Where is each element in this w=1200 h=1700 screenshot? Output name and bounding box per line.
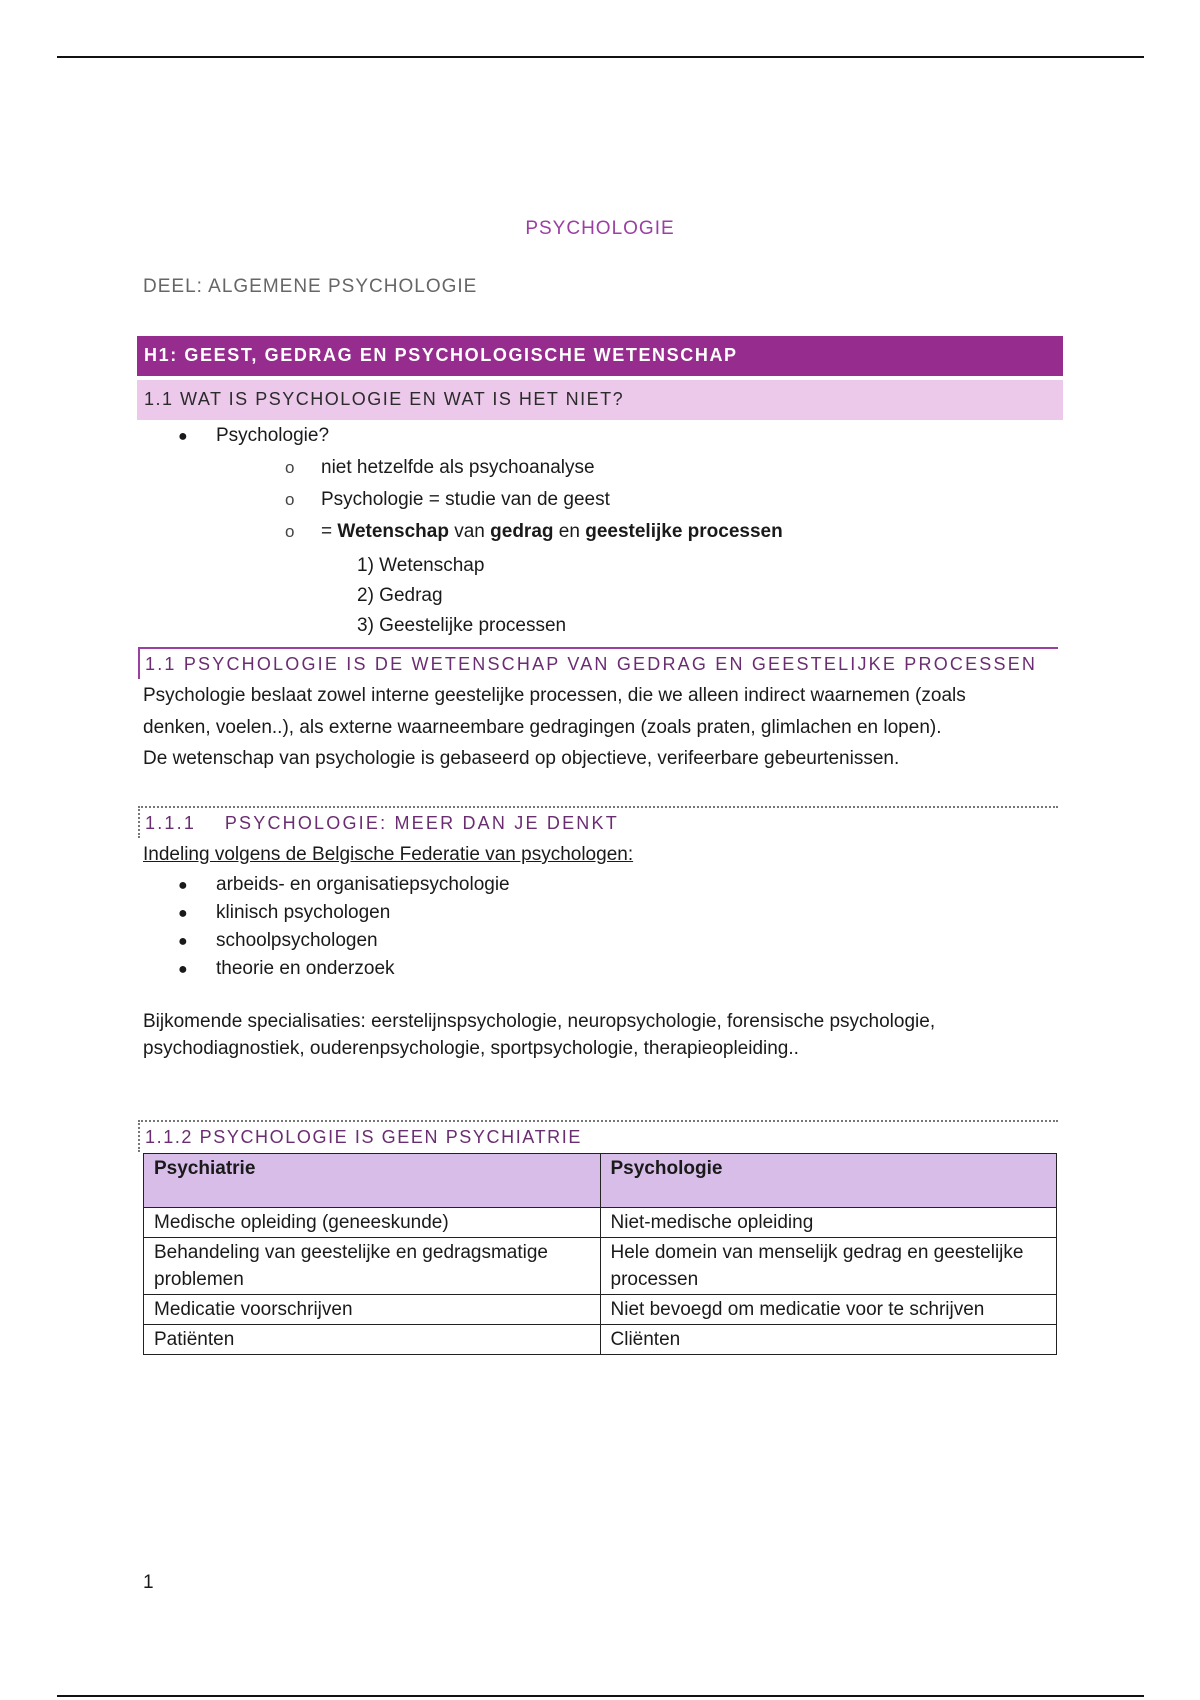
column-header: Psychologie <box>600 1154 1057 1208</box>
column-header: Psychiatrie <box>144 1154 601 1208</box>
section-heading-1-1-2: 1.1.2 PSYCHOLOGIE IS GEEN PSYCHIATRIE <box>138 1120 1058 1152</box>
table-cell: Behandeling van geestelijke en gedragsmatige problemen <box>144 1238 601 1295</box>
list-item <box>178 927 510 955</box>
table-cell: Cliënten <box>600 1325 1057 1355</box>
table-cell: Medicatie voorschrijven <box>144 1295 601 1325</box>
list-item <box>178 955 510 983</box>
connector-text: van <box>448 521 491 542</box>
list-item-text: arbeids- en organisatiepsychologie <box>216 874 510 895</box>
table-row <box>144 1325 1057 1355</box>
paragraph-line: Psychologie beslaat zowel interne geestelijke processen, die we alleen indirect waarnemen (zoals <box>143 685 966 706</box>
table-row <box>144 1295 1057 1325</box>
footer-rule <box>57 1695 1144 1697</box>
paragraph-line: denken, voelen..), als externe waarneembare gedragingen (zoals praten, glimlachen en lopen). <box>143 717 942 738</box>
bullet-icon: ● <box>178 428 188 445</box>
list-item-text: Psychologie? <box>216 425 330 446</box>
term-gedrag: gedrag <box>490 521 554 542</box>
list-item <box>178 425 329 447</box>
paragraph-line: Bijkomende specialisaties: eerstelijnspsychologie, neuropsychologie, forensische psychologie, <box>143 1011 936 1032</box>
term-geestelijke-processen: geestelijke processen <box>585 521 783 542</box>
bullet-icon: ● <box>178 877 188 894</box>
section-heading-intro: 1.1 WAT IS PSYCHOLOGIE EN WAT IS HET NIET? <box>137 380 1063 420</box>
circle-bullet-icon: o <box>285 458 295 477</box>
list-item <box>178 871 510 899</box>
document-title: PSYCHOLOGIE <box>525 218 675 239</box>
bullet-icon: ● <box>178 905 188 922</box>
paragraph-line: psychodiagnostiek, ouderenpsychologie, sportpsychologie, therapieopleiding.. <box>143 1038 799 1059</box>
table-cell: Patiënten <box>144 1325 601 1355</box>
bullet-icon: ● <box>178 933 188 950</box>
sub-list-item-text: niet hetzelfde als psychoanalyse <box>321 457 595 478</box>
connector-text: en <box>553 521 586 542</box>
table-cell: Niet bevoegd om medicatie voor te schrijven <box>600 1295 1057 1325</box>
chapter-heading: H1: GEEST, GEDRAG EN PSYCHOLOGISCHE WETENSCHAP <box>137 336 1063 376</box>
definition-prefix: = <box>321 521 338 542</box>
list-item-text: klinisch psychologen <box>216 902 391 923</box>
numbered-item: 3) Geestelijke processen <box>357 615 567 636</box>
table-cell: Niet-medische opleiding <box>600 1208 1057 1238</box>
page-number: 1 <box>143 1572 154 1593</box>
circle-bullet-icon: o <box>285 522 295 541</box>
part-label: DEEL: ALGEMENE PSYCHOLOGIE <box>143 276 478 297</box>
sub-list-item <box>285 521 783 543</box>
numbered-item: 1) Wetenschap <box>357 555 485 576</box>
paragraph-line: De wetenschap van psychologie is gebaseerd op objectieve, verifeerbare gebeurtenissen. <box>143 748 900 769</box>
specialization-list <box>178 871 510 983</box>
sub-list-item <box>285 457 595 479</box>
table-header-row <box>144 1154 1057 1208</box>
table-row <box>144 1238 1057 1295</box>
section-heading-1-1: 1.1 PSYCHOLOGIE IS DE WETENSCHAP VAN GEDRAG EN GEESTELIJKE PROCESSEN <box>138 647 1058 679</box>
subheading-underlined: Indeling volgens de Belgische Federatie van psychologen: <box>143 844 634 865</box>
circle-bullet-icon: o <box>285 490 295 509</box>
numbered-item: 2) Gedrag <box>357 585 443 606</box>
list-item <box>178 899 510 927</box>
sub-list-item <box>285 489 610 511</box>
extra-specializations <box>143 1008 1043 1062</box>
header-rule <box>57 56 1144 58</box>
table-cell: Hele domein van menselijk gedrag en geestelijke processen <box>600 1238 1057 1295</box>
list-item-text: schoolpsychologen <box>216 930 378 951</box>
list-item-text: theorie en onderzoek <box>216 958 395 979</box>
section-heading-1-1-1: 1.1.1 PSYCHOLOGIE: MEER DAN JE DENKT <box>138 806 1058 838</box>
term-wetenschap: Wetenschap <box>337 521 449 542</box>
table-cell: Medische opleiding (geneeskunde) <box>144 1208 601 1238</box>
table-row <box>144 1208 1057 1238</box>
comparison-table <box>143 1153 1057 1355</box>
bullet-icon: ● <box>178 961 188 978</box>
sub-list-item-text: Psychologie = studie van de geest <box>321 489 610 510</box>
